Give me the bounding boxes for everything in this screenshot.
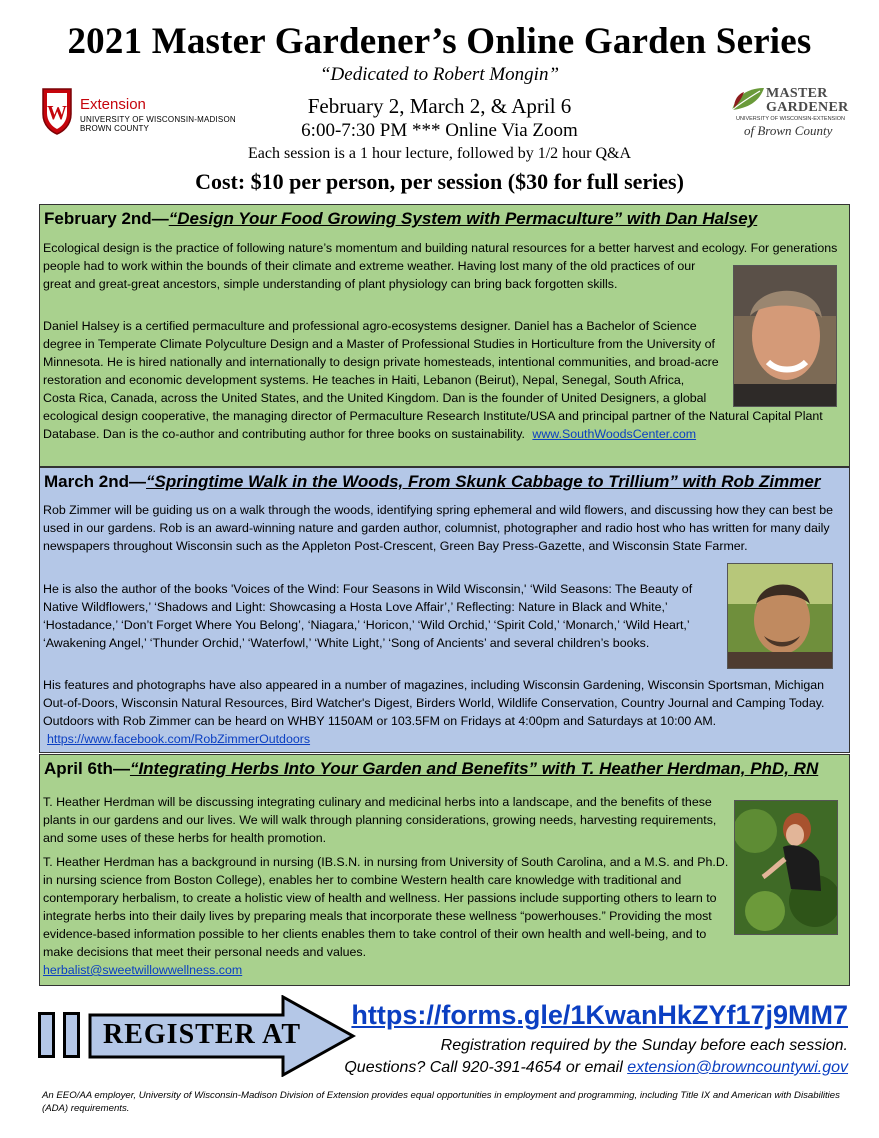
register-label: REGISTER AT — [103, 1019, 301, 1050]
speaker-photo-rob-zimmer — [727, 563, 833, 669]
session-paragraph: Ecological design is the practice of following nature’s momentum and building natural resources for a better harvest and ecology. For generations people had to work within the bounds of their climate and extreme weather. Having lost many of the old practices of our great and great-great ancestors, simple understanding of plant physiology can bring back forgotten skills. — [43, 239, 847, 337]
questions-line: Questions? Call 920-391-4654 or email extension@browncountywi.gov — [344, 1059, 848, 1076]
registration-link[interactable]: https://forms.gle/1KwanHkZYf17j9MM7 — [351, 1000, 848, 1030]
session-heading — [44, 209, 757, 229]
master-gardener-line1: MASTER — [766, 86, 828, 101]
registration-note: Registration required by the Sunday before each session. — [440, 1037, 848, 1054]
session-heading — [44, 472, 820, 492]
extension-university: UNIVERSITY OF WISCONSIN-MADISON — [80, 115, 236, 124]
session-date: April 6th— — [44, 759, 130, 778]
master-gardener-logo — [730, 84, 855, 144]
eeo-statement: An EEO/AA employer, University of Wisconsin-Madison Division of Extension provides equal opportunities in employment and programming, including Title IX and American with Disabilities (ADA) requirements. — [42, 1090, 840, 1114]
extension-logo — [40, 86, 240, 140]
session-date: March 2nd— — [44, 472, 147, 491]
session-date: February 2nd— — [44, 209, 169, 228]
session-talk-title: “Springtime Walk in the Woods, From Skunk Cabbage to Trillium” with Rob Zimmer — [146, 472, 821, 491]
session-paragraph: Rob Zimmer will be guiding us on a walk through the woods, identifying spring ephemeral and wild flowers, and discussing how they can best be used in our gardens. Rob is an award-winning nature and garden author, columnist, photographer and radio host who has written for many daily newspapers throughout Wisconsin such as the Appleton Post-Crescent, Green Bay Press-Gazette, and Wisconsin State Farmer. — [43, 503, 833, 553]
session-february — [39, 204, 850, 467]
session-link[interactable]: https://www.facebook.com/RobZimmerOutdoors — [47, 732, 311, 746]
session-talk-title: “Integrating Herbs Into Your Garden and Benefits” with T. Heather Herdman, PhD, RN — [129, 759, 819, 778]
uw-crest-icon — [40, 86, 74, 136]
session-media: His features and photographs have also appeared in a number of magazines, including Wisconsin Gardening, Wisconsin Sportsman, Michigan Out-of-Doors, Wisconsin Natural Resources, Bird Watcher's Digest, Birders World, Wildlife Conservation, Country Journal and Camping Today. Outdoors with Rob Zimmer can be heard on WHBY 1150AM or 103.5FM on Fridays at 4:00pm and Saturdays at 10:00 AM. https://www.facebook.com/RobZimmerOutdoors — [43, 678, 825, 746]
session-bio: T. Heather Herdman has a background in nursing (IB.S.N. in nursing from University of South Carolina, and a M.S. and Ph.D. in nursing science from Boston College), enables her to combine Western health care knowledge with traditional and contemporary herbalism, to create a holistic view of health and wellness. Her passions include supporting others to learn to integrate herbs into their daily lives by preparing meals that incorporate these wellness “powerhouses.” Providing the most evidence-based information possible to her clients enables them to take control of their own health and well-being, and to make decisions that meet their personal needs and values. herbalist@sweetwillowwellness.com — [43, 855, 729, 977]
page-title: 2021 Master Gardener’s Online Garden Series — [67, 21, 812, 62]
decorative-bars-icon — [38, 1012, 82, 1058]
session-link[interactable]: www.SouthWoodsCenter.com — [532, 427, 697, 441]
session-heading — [44, 759, 818, 779]
session-april — [39, 754, 850, 986]
session-talk-title: “Design Your Food Growing System with Permaculture” with Dan Halsey — [168, 209, 758, 228]
svg-text:W: W — [47, 102, 67, 124]
extension-name: Extension — [80, 96, 146, 113]
speaker-photo-heather-herdman — [734, 800, 838, 935]
contact-email-link[interactable]: extension@browncountywi.gov — [627, 1059, 848, 1076]
session-paragraph: T. Heather Herdman will be discussing integrating culinary and medicinal herbs into a landscape, and the benefits of these plants in our gardens and our lives. We will walk through planning considerations, growing needs, harvesting requirements, and some uses of these herbs for health promotion. — [43, 795, 717, 845]
session-email-link[interactable]: herbalist@sweetwillowwellness.com — [43, 963, 243, 977]
cost: Cost: $10 per person, per session ($30 for full series) — [195, 169, 684, 194]
dedication: “Dedicated to Robert Mongin” — [319, 64, 560, 85]
session-march — [39, 467, 850, 753]
session-dates: February 2, March 2, & April 6 — [307, 94, 572, 118]
session-books: He is also the author of the books 'Voices of the Wind: Four Seasons in Wild Wisconsin,' ‘Wild Seasons: The Beauty of Native Wildflowers,’ ‘Shadows and Light: Showcasing a Hosta Love Affair’,’ Reflecting: Nature in Black and White,’ ‘Hostadance,’ ‘Don’t Forget Where You Belong’, ‘Niagara,’ ‘Horicon,’ ‘Wild Orchid,’ ‘Spirit Cold,’ ‘Monarch,’ ‘Wild Heart,’ ‘Awakening Angel,’ ‘Thunder Orchid,’ ‘Waterfowl,’ ‘White Light,’ ‘Song of Ancients’ and several children’s books. — [43, 582, 693, 650]
session-bio: Daniel Halsey is a certified permaculture and professional agro-ecosystems designer. Daniel has a Bachelor of Science degree in Temperate Climate Polyculture Design and a Master of Professional Studies in Horticulture from the University of Minnesota. He is hired nationally and internationally to design private homesteads, intentional communities, and broad-acre restoration and economic development systems. He teaches in Haiti, Lebanon (Beirut), Nepal, Senegal, South Africa, Costa Rica, Canada, across the United States, and the United Kingdom. Dan is the founder of United Designers, a global ecological design cooperative, the managing director of Permaculture Research Institute/USA and principal partner of the Natural Capital Plant Database. Dan is the co-author and contributing author for three books on sustainability. www.SouthWoodsCenter.com — [43, 317, 847, 443]
session-time: 6:00-7:30 PM *** Online Via Zoom — [301, 120, 578, 141]
speaker-photo-dan-halsey — [733, 265, 837, 407]
leaf-icon — [730, 86, 766, 112]
extension-county: BROWN COUNTY — [80, 124, 150, 133]
master-gardener-line4: of Brown County — [744, 123, 833, 138]
master-gardener-line2: GARDENER — [766, 100, 849, 115]
master-gardener-line3: UNIVERSITY OF WISCONSIN-EXTENSION — [736, 116, 845, 122]
session-format: Each session is a 1 hour lecture, followed by 1/2 hour Q&A — [247, 145, 632, 162]
